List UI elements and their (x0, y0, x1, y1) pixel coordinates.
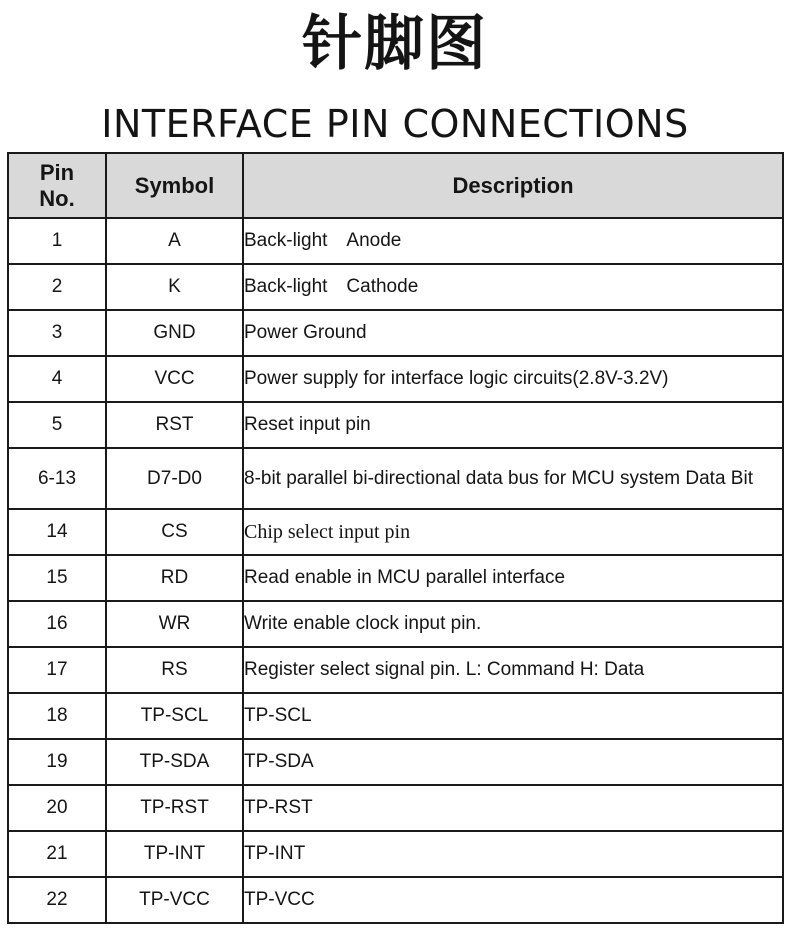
table-row (8, 693, 783, 739)
table-row (8, 509, 783, 555)
table-row (8, 555, 783, 601)
description-cell: TP-RST (243, 785, 783, 831)
description-cell: Power supply for interface logic circuits(2.8V-3.2V) (243, 356, 783, 402)
table-row (8, 739, 783, 785)
pin-number-cell: 3 (8, 310, 106, 356)
page-title-english: INTERFACE PIN CONNECTIONS (101, 102, 689, 146)
table-row (8, 356, 783, 402)
table-row (8, 877, 783, 923)
pin-number-cell: 1 (8, 218, 106, 264)
symbol-cell: VCC (106, 356, 243, 402)
page-title-chinese: 针脚图 (302, 9, 488, 79)
header-description: Description (243, 153, 783, 218)
header-symbol: Symbol (106, 153, 243, 218)
symbol-cell: GND (106, 310, 243, 356)
description-cell: Chip select input pin (243, 509, 783, 555)
symbol-cell: CS (106, 509, 243, 555)
symbol-cell: WR (106, 601, 243, 647)
pin-number-cell: 14 (8, 509, 106, 555)
symbol-cell: D7-D0 (106, 448, 243, 509)
symbol-cell: RS (106, 647, 243, 693)
description-cell: TP-INT (243, 831, 783, 877)
table-header-row (8, 153, 783, 218)
symbol-cell: A (106, 218, 243, 264)
table-row (8, 601, 783, 647)
description-cell: TP-SDA (243, 739, 783, 785)
description-cell: Write enable clock input pin. (243, 601, 783, 647)
table-row (8, 831, 783, 877)
pin-number-cell: 20 (8, 785, 106, 831)
pin-number-cell: 17 (8, 647, 106, 693)
symbol-cell: TP-SCL (106, 693, 243, 739)
description-cell: Reset input pin (243, 402, 783, 448)
table-row (8, 218, 783, 264)
symbol-cell: TP-VCC (106, 877, 243, 923)
description-cell: 8-bit parallel bi-directional data bus for MCU system Data Bit (243, 448, 783, 509)
pin-number-cell: 16 (8, 601, 106, 647)
pin-number-cell: 21 (8, 831, 106, 877)
pin-number-cell: 6-13 (8, 448, 106, 509)
table-row (8, 310, 783, 356)
table-row (8, 448, 783, 509)
pin-number-cell: 15 (8, 555, 106, 601)
pin-number-cell: 19 (8, 739, 106, 785)
table-row (8, 647, 783, 693)
header-pin-line1: Pin (39, 159, 75, 185)
symbol-cell: TP-INT (106, 831, 243, 877)
symbol-cell: K (106, 264, 243, 310)
symbol-cell: RD (106, 555, 243, 601)
pin-number-cell: 2 (8, 264, 106, 310)
table-row (8, 785, 783, 831)
symbol-cell: RST (106, 402, 243, 448)
pin-connections-table (7, 152, 784, 924)
description-cell: Back-light Cathode (243, 264, 783, 310)
table-row (8, 402, 783, 448)
table-row (8, 264, 783, 310)
pin-number-cell: 5 (8, 402, 106, 448)
pin-number-cell: 4 (8, 356, 106, 402)
pin-number-cell: 22 (8, 877, 106, 923)
header-pin-no (8, 153, 106, 218)
description-cell: Register select signal pin. L: Command H: Data (243, 647, 783, 693)
symbol-cell: TP-SDA (106, 739, 243, 785)
symbol-cell: TP-RST (106, 785, 243, 831)
description-cell: TP-VCC (243, 877, 783, 923)
description-cell: Power Ground (243, 310, 783, 356)
pin-number-cell: 18 (8, 693, 106, 739)
header-pin-line2: No. (39, 185, 75, 211)
description-cell: Read enable in MCU parallel interface (243, 555, 783, 601)
description-cell: TP-SCL (243, 693, 783, 739)
description-cell: Back-light Anode (243, 218, 783, 264)
